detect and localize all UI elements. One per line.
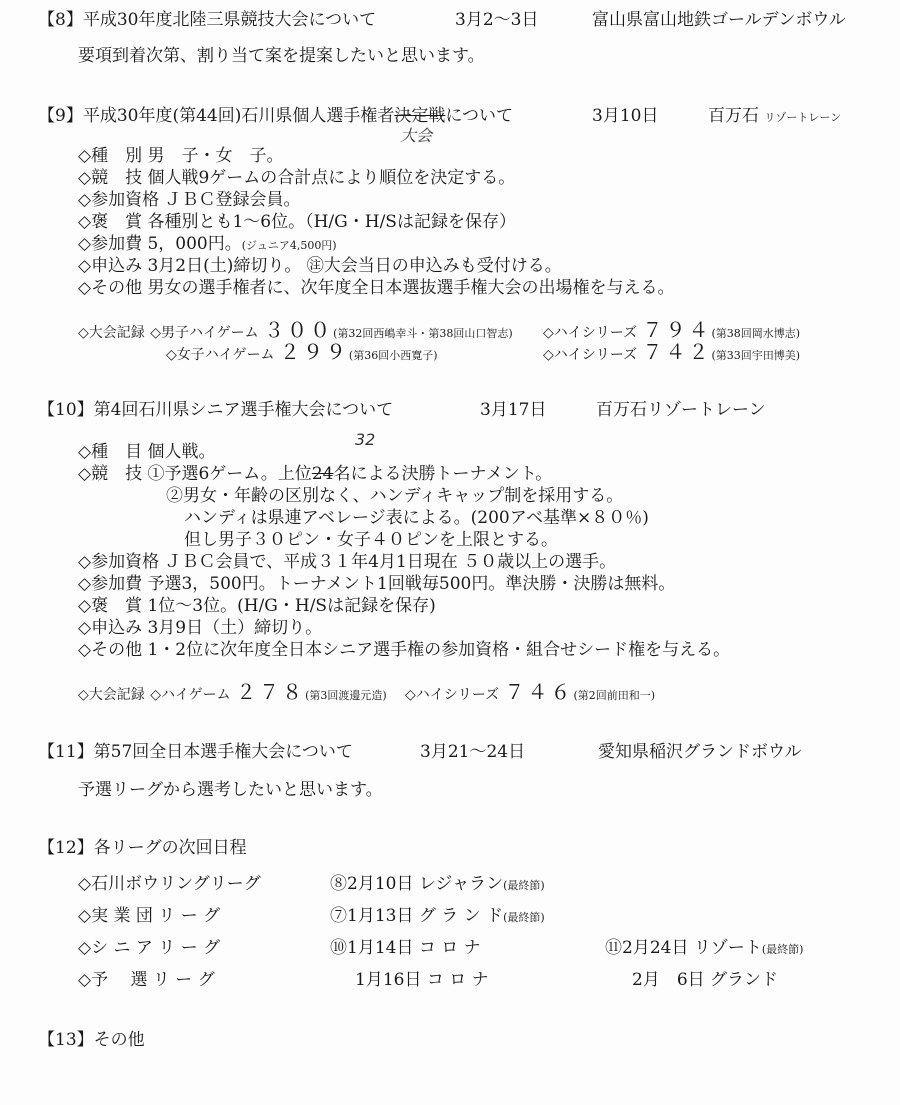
s8-heading: 【8】平成30年度北陸三県競技大会について [38, 10, 377, 30]
s10-item-competition [78, 464, 552, 484]
s10-item-apply: ◇申込み 3月9日（土）締切り。 [78, 618, 323, 638]
s10-item-awards: ◇褒 賞 1位～3位。(H/G・H/Sは記録を保存) [78, 596, 436, 616]
s9-heading [38, 106, 513, 126]
s10-rec-value: ２７８ [236, 680, 306, 704]
s10-item-handicap-basis: ハンディは県連アベレージ表による。(200アベ基準×８０％) [184, 508, 649, 528]
s12-row-next-2: 2月 6日 グランド [632, 970, 779, 990]
s10-rec-series-value: ７４６ [504, 680, 574, 704]
s12-row-name: ◇実 業 団 リ ー グ [78, 906, 221, 926]
s9-handwritten-insert: 大会 [400, 126, 433, 145]
s9-item-eligibility: ◇参加資格 ＪＢＣ登録会員。 [78, 190, 301, 210]
s9-rec2-series-value: ７４２ [642, 340, 712, 364]
s12-row-note-2: (最終節) [761, 943, 804, 956]
s9-item-other: ◇その他 男女の選手権者に、次年度全日本選抜選手権大会の出場権を与える。 [78, 278, 675, 298]
s12-row-name: ◇シ ニ ア リ ー グ [78, 938, 221, 958]
s9-item-awards: ◇褒 賞 各種別とも1～6位。（H/G・H/Sは記録を保存） [78, 212, 516, 232]
s10-heading: 【10】第4回石川県シニア選手権大会について [38, 400, 394, 420]
s12-row-name: ◇予 選 リ ー グ [78, 970, 215, 990]
s11-heading: 【11】第57回全日本選手権大会について [38, 742, 353, 762]
s9-record-row-2 [166, 342, 438, 366]
s12-row-note: (最終節) [503, 879, 545, 892]
s12-row-next: ⑩1月14日 コ ロ ナ [330, 938, 481, 958]
s10-rec-label: ◇ハイゲーム [150, 687, 231, 703]
s9-venue [708, 106, 841, 128]
s8-body: 要項到着次第、割り当て案を提案したいと思います。 [78, 46, 485, 66]
s10-competition-a: ◇競 技 ①予選6ゲーム。上位 [78, 464, 312, 484]
s9-rec1-label: ◇男子ハイゲーム [150, 325, 259, 341]
s10-item-fee: ◇参加費 予選3，500円。トーナメント1回戦毎500円。準決勝・決勝は無料。 [78, 574, 676, 594]
s9-rec1-value: ３００ [264, 318, 334, 342]
s9-rec2-series-note: (第33回宇田博美) [711, 349, 801, 362]
s9-item-competition: ◇競 技 個人戦9ゲームの合計点により順位を決定する。 [78, 168, 516, 188]
s9-rec1-series-label: ◇ハイシリーズ [543, 325, 638, 341]
s10-record-row-b [405, 682, 655, 706]
s9-item-type: ◇種 別 男 子・女 子。 [78, 146, 284, 166]
s9-heading-a: 【9】平成30年度(第44回)石川県個人選手権者 [38, 106, 395, 126]
s12-row-next: 1月16日 コ ロ ナ [355, 970, 489, 990]
s9-item-apply: ◇申込み 3月2日(土)締切り。 ㊟大会当日の申込みも受付ける。 [78, 256, 562, 276]
s9-date: 3月10日 [592, 106, 659, 126]
s12-row-next [330, 874, 545, 896]
s8-date: 3月2～3日 [455, 10, 539, 30]
s10-date: 3月17日 [480, 400, 547, 420]
s9-rec2-label: ◇女子ハイゲーム [166, 347, 275, 363]
s12-row-next-2 [605, 938, 803, 960]
s9-rec2-note: (第36回小西寛子) [348, 349, 438, 362]
s11-venue: 愛知県稲沢グランドボウル [598, 742, 802, 762]
s9-rec2-series-label: ◇ハイシリーズ [543, 347, 638, 363]
s11-body: 予選リーグから選考したいと思います。 [78, 780, 383, 800]
s10-rec-series-note: (第2回前田和一) [573, 689, 656, 702]
s10-rec-series-label: ◇ハイシリーズ [405, 687, 500, 703]
s10-competition-struck: 24 [311, 464, 334, 484]
s12-heading: 【12】各リーグの次回日程 [38, 838, 247, 858]
s12-row-name: ◇石川ボウリングリーグ [78, 874, 261, 894]
s9-rec1-series-value: ７９４ [642, 318, 712, 342]
s9-fee-note: (ジュニア4,500円) [241, 239, 337, 252]
s13-heading: 【13】その他 [38, 1030, 145, 1050]
s11-date: 3月21～24日 [420, 742, 526, 762]
s10-venue: 百万石リゾートレーン [596, 400, 766, 420]
s12-row-date-2: ⑪2月24日 リゾート [605, 938, 762, 958]
s10-item-other: ◇その他 1・2位に次年度全日本シニア選手権の参加資格・組合せシード権を与える。 [78, 640, 731, 660]
s10-item-eligibility: ◇参加資格 ＪＢＣ会員で、平成３１年4月1日現在 ５０歳以上の選手。 [78, 552, 617, 572]
s8-venue: 富山県富山地鉄ゴールデンボウル [592, 10, 846, 30]
s9-item-fee [78, 234, 337, 256]
s9-fee-text: ◇参加費 5，000円。 [78, 234, 242, 254]
s10-rec-note: (第3回渡邊元造) [305, 689, 387, 702]
s10-competition-b: 名による決勝トーナメント。 [333, 464, 553, 484]
s10-item-handicap: ②男女・年齢の区別なく、ハンディキャップ制を採用する。 [166, 486, 624, 506]
s9-rec1-note: (第32回西嶋幸斗・第38回山口智志) [333, 327, 513, 340]
s10-record-label: ◇大会記録 [78, 687, 145, 703]
s12-row-date: ⑦1月13日 グ ラ ン ド [330, 906, 504, 926]
s9-heading-struck: 決定戦 [394, 106, 446, 126]
s9-rec2-value: ２９９ [279, 340, 349, 364]
s9-rec1-series-note: (第38回岡水博志) [711, 327, 801, 340]
s9-heading-b: について [445, 106, 514, 126]
s12-row-note: (最終節) [503, 911, 545, 924]
s10-handwritten-number: 32 [355, 430, 376, 449]
s9-record-row-2b [543, 342, 800, 366]
s12-row-next [330, 906, 545, 928]
s10-record-row [78, 682, 387, 706]
s10-item-type: ◇種 目 個人戦。 [78, 442, 216, 462]
s9-venue-small: リゾートレーン [764, 111, 842, 124]
s9-venue-main: 百万石 [708, 106, 759, 126]
s9-record-label: ◇大会記録 [78, 325, 145, 341]
s10-item-handicap-limit: 但し男子３０ピン・女子４０ピンを上限とする。 [184, 530, 558, 550]
s12-row-date: ⑧2月10日 レジャラン [330, 874, 504, 894]
